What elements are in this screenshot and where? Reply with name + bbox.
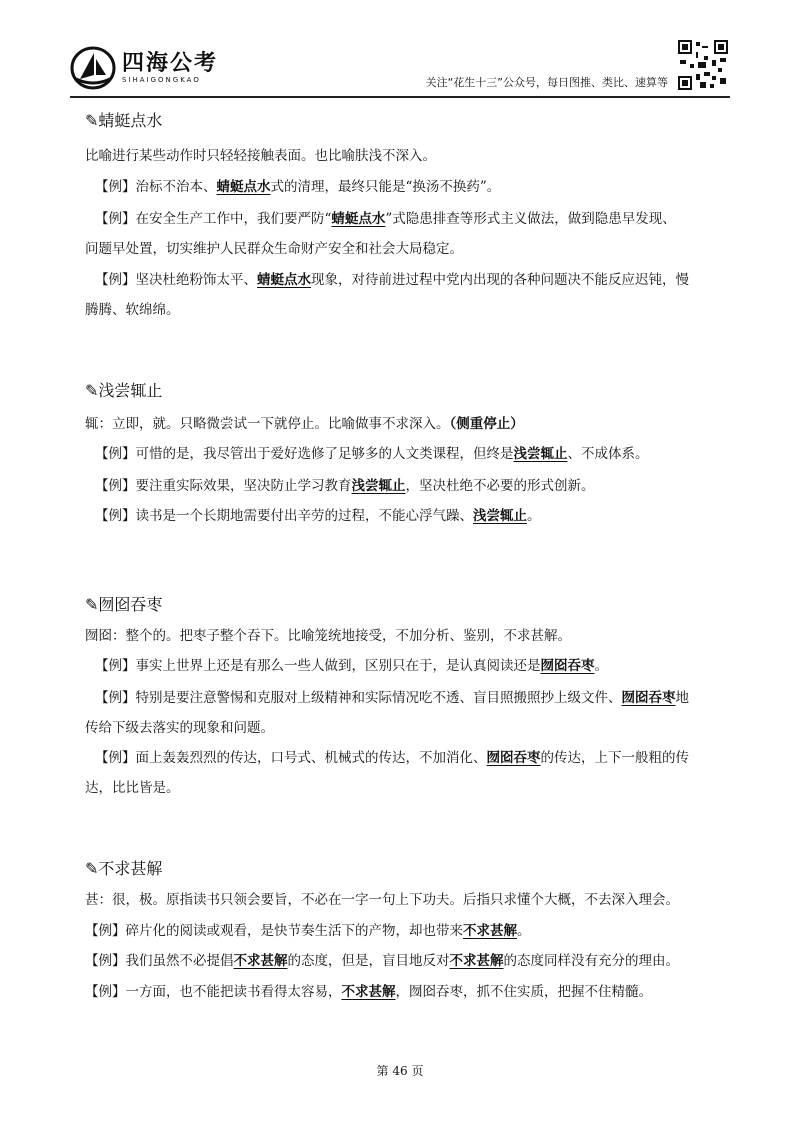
highlight-idiom: 囫囵吞枣 — [540, 658, 595, 674]
qr-code-icon — [678, 40, 728, 90]
section-title: ✎不求甚解 — [85, 859, 163, 878]
section-title: ✎囫囵吞枣 — [85, 595, 163, 614]
example: 【例】我们虽然不必提倡不求甚解的态度，但是，盲目地反对不求甚解的态度同样没有充分的理由。 — [85, 953, 679, 969]
sailboat-logo-icon — [70, 45, 116, 91]
section-title: ✎蜻蜓点水 — [85, 111, 163, 130]
highlight-idiom: 浅尝辄止 — [473, 508, 527, 524]
highlight-idiom: 不求甚解 — [233, 953, 288, 969]
highlight-idiom: 浅尝辄止 — [351, 478, 406, 494]
highlight-idiom: 蜻蜓点水 — [257, 272, 311, 288]
example: 【例】要注重实际效果，坚决防止学习教育浅尝辄止，坚决杜绝不必要的形式创新。 — [95, 478, 595, 494]
example-continued: 达，比比皆是。 — [85, 780, 180, 796]
definition: 甚：很，极。原指读书只领会要旨，不必在一字一句上下功夫。后指只求懂个大概，不去深入理会。 — [85, 892, 679, 908]
example: 【例】特别是要注意警惕和克服对上级精神和实际情况吃不透、盲目照搬照抄上级文件、囫囵吞枣地 — [95, 690, 689, 706]
example: 【例】一方面，也不能把读书看得太容易，不求甚解，囫囵吞枣，抓不住实质，把握不住精髓。 — [85, 984, 652, 1000]
example: 【例】治标不治本、蜻蜓点水式的清理，最终只能是“换汤不换药”。 — [95, 179, 501, 195]
highlight-idiom: 蜻蜓点水 — [216, 179, 271, 195]
example-continued: 腾腾、软绵绵。 — [85, 302, 180, 318]
highlight-idiom: 不求甚解 — [341, 984, 396, 1000]
example: 【例】事实上世界上还是有那么一些人做到，区别只在于，是认真阅读还是囫囵吞枣。 — [95, 658, 608, 674]
highlight-idiom: 蜻蜓点水 — [331, 211, 386, 227]
example: 【例】读书是一个长期地需要付出辛劳的过程，不能心浮气躁、浅尝辄止。 — [95, 508, 541, 524]
example-continued: 传给下级去落实的现象和问题。 — [85, 720, 274, 736]
example: 【例】面上轰轰烈烈的传达，口号式、机械式的传达，不加消化、囫囵吞枣的传达，上下一般粗的传 — [95, 750, 689, 766]
example: 【例】坚决杜绝粉饰太平、蜻蜓点水现象，对待前进过程中党内出现的各种问题决不能反应迟钝，慢 — [95, 272, 689, 288]
definition: 辄：立即，就。只略微尝试一下就停止。比喻做事不求深入。（侧重停止） — [85, 416, 524, 432]
logo — [70, 42, 218, 94]
definition: 囫囵：整个的。把枣子整个吞下。比喻笼统地接受，不加分析、鉴别，不求甚解。 — [85, 628, 571, 644]
highlight-idiom: 不求甚解 — [449, 953, 504, 969]
logo-title: 四海公考 — [122, 51, 219, 76]
highlight-idiom: 囫囵吞枣 — [621, 690, 676, 706]
page-header — [70, 38, 730, 98]
highlight-idiom: 不求甚解 — [463, 923, 517, 939]
example: 【例】在安全生产工作中，我们要严防“蜻蜓点水”式隐患排查等形式主义做法，做到隐患早发现、 — [95, 211, 676, 227]
page-number: 第 46 页 — [376, 1064, 424, 1078]
example: 【例】碎片化的阅读或观看，是快节奏生活下的产物，却也带来不求甚解。 — [85, 923, 531, 939]
header-note: 关注“花生十三”公众号，每日图推、类比、速算等 — [425, 76, 668, 89]
logo-subtitle: SIHAIGONGKAO — [122, 76, 201, 84]
emphasis-note: （侧重停止） — [449, 416, 524, 432]
highlight-idiom: 囫囵吞枣 — [486, 750, 541, 766]
example: 【例】可惜的是，我尽管出于爱好选修了足够多的人文类课程，但终是浅尝辄止、不成体系。 — [95, 446, 649, 462]
highlight-idiom: 浅尝辄止 — [513, 446, 568, 462]
definition: 比喻进行某些动作时只轻轻接触表面。也比喻肤浅不深入。 — [85, 148, 436, 164]
section-title: ✎浅尝辄止 — [85, 381, 163, 400]
example-continued: 问题早处置，切实维护人民群众生命财产安全和社会大局稳定。 — [85, 241, 463, 257]
